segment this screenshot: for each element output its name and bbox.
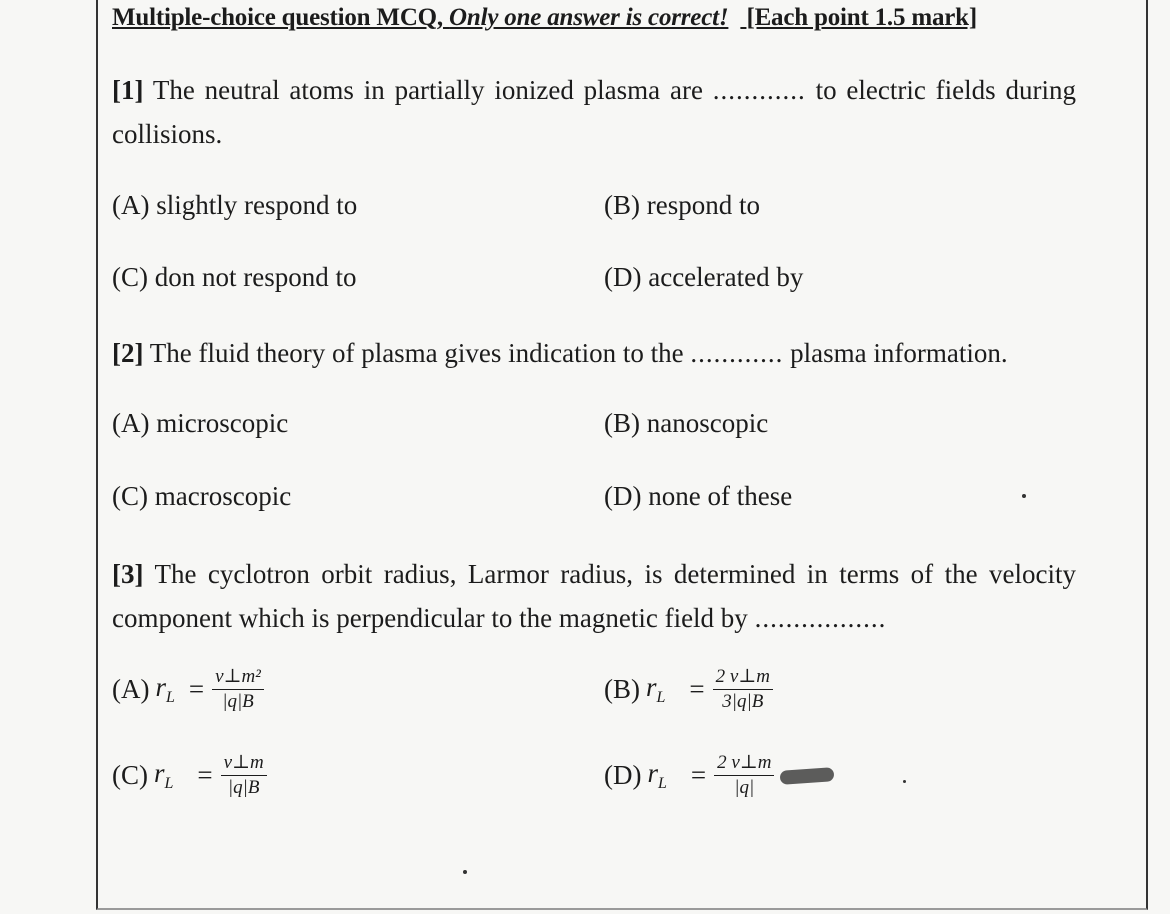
question-text: The fluid theory of plasma gives indication to the	[149, 338, 684, 368]
question-text: component which is perpendicular to the magnetic field by	[112, 603, 748, 633]
answer-blank: .................	[754, 603, 887, 633]
option-2c[interactable]: (C) macroscopic	[112, 481, 292, 511]
denominator: |q|B	[222, 691, 254, 712]
option-3c[interactable]	[112, 752, 267, 799]
option-2b[interactable]: (B) nanoscopic	[604, 408, 769, 438]
ink-speck	[463, 870, 467, 874]
equals-sign: =	[188, 674, 205, 704]
denominator: 3|q|B	[722, 691, 764, 712]
fraction	[714, 752, 774, 799]
question-1-stem	[112, 68, 1076, 156]
option-label: (B)	[604, 674, 640, 704]
option-1c[interactable]: (C) don not respond to	[112, 262, 357, 292]
option-1b[interactable]: (B) respond to	[604, 190, 760, 220]
option-2d[interactable]: (D) none of these	[604, 481, 793, 511]
question-text: The neutral atoms in partially ionized plasma are	[152, 75, 703, 105]
question-3-stem	[112, 552, 1076, 640]
heading-instruction: Only one answer is correct!	[449, 4, 729, 31]
heading-marks: [Each point 1.5 mark]	[746, 4, 977, 31]
question-text: to electric fields	[815, 75, 996, 105]
numerator: v⊥m²	[212, 666, 264, 690]
formula-variable: $r_L$	[647, 758, 667, 792]
fraction	[713, 666, 773, 713]
question-text: plasma information.	[790, 338, 1008, 368]
formula-variable: $r_L$	[646, 672, 666, 706]
denominator: |q|B	[227, 777, 260, 798]
equals-sign: =	[689, 674, 705, 704]
fraction	[221, 752, 267, 799]
question-number: [1]	[112, 75, 144, 105]
option-3d[interactable]	[604, 752, 834, 799]
option-1d[interactable]: (D) accelerated by	[604, 262, 804, 292]
option-label: (D)	[604, 760, 642, 790]
equals-sign: =	[690, 760, 707, 790]
formula-variable: $r_L$	[154, 758, 174, 792]
option-3b[interactable]	[604, 666, 773, 713]
question-number: [2]	[112, 338, 144, 368]
question-number: [3]	[112, 559, 144, 589]
question-2-stem	[112, 331, 1076, 375]
question-text: during collisions.	[112, 75, 1076, 149]
formula-variable: $r_L$	[155, 672, 175, 706]
option-2a[interactable]: (A) microscopic	[112, 408, 289, 438]
answer-blank: ............	[690, 338, 784, 368]
question-text: The cyclotron orbit radius, Larmor radius, is determined in terms of the velocity	[154, 559, 1076, 589]
numerator: 2 v⊥m	[713, 666, 773, 690]
numerator: v⊥m	[221, 752, 267, 776]
section-heading	[112, 4, 977, 32]
fraction	[212, 666, 264, 713]
ink-speck	[903, 780, 906, 783]
denominator: |q|	[734, 777, 755, 798]
ink-speck	[1022, 494, 1026, 498]
option-1a[interactable]: (A) slightly respond to	[112, 190, 358, 220]
answer-blank: ............	[712, 75, 806, 105]
scribbled-out-mark	[780, 767, 835, 785]
equals-sign: =	[197, 760, 213, 790]
numerator: 2 v⊥m	[714, 752, 774, 776]
heading-title: Multiple-choice question MCQ,	[112, 4, 443, 31]
option-3a[interactable]	[112, 666, 264, 713]
option-label: (C)	[112, 760, 148, 790]
option-label: (A)	[112, 674, 150, 704]
